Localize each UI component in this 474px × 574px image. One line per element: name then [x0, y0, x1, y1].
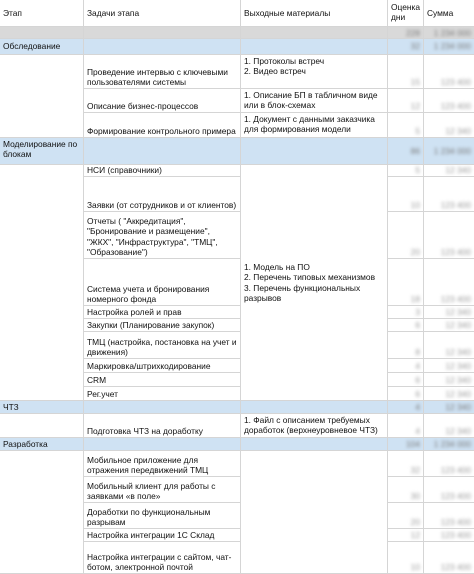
survey-row-3-task[interactable]: Формирование контрольного примера: [84, 113, 241, 138]
modeling-row-6-estimate-cell[interactable]: [388, 319, 424, 332]
modeling-row-5-estimate: 3: [415, 306, 420, 317]
dev-row-5-task[interactable]: Настройка интеграции с сайтом, чат-ботом, электронной почтой: [84, 542, 241, 574]
section-modeling-sum: 1 234 000: [433, 145, 471, 156]
chtz-stage-blank[interactable]: [0, 414, 84, 438]
section-survey-outputs[interactable]: [241, 39, 388, 55]
dev-row-2-estimate: 30: [410, 490, 420, 501]
chtz-row-1-sum: 12 340: [445, 425, 471, 436]
section-dev-sum: 1 234 000: [433, 438, 471, 449]
modeling-row-5-sum-cell[interactable]: [424, 306, 474, 319]
chtz-row-1-task[interactable]: Подготовка ЧТЗ на доработку: [84, 414, 241, 438]
chtz-row-1-estimate-cell[interactable]: [388, 414, 424, 438]
totals-sum: 1 234 000: [433, 28, 471, 38]
modeling-row-8-sum-cell[interactable]: [424, 359, 474, 373]
dev-row-1-estimate: 32: [410, 464, 420, 475]
modeling-row-8-sum: 12 340: [445, 360, 471, 371]
survey-row-2-sum: 123 400: [440, 100, 471, 111]
section-chtz-estimate: 4: [415, 401, 420, 412]
totals-estimate-cell[interactable]: [388, 27, 424, 39]
modeling-row-5-task[interactable]: Настройка ролей и прав: [84, 306, 241, 319]
modeling-row-10-sum: 12 340: [445, 388, 471, 399]
section-survey-estimate: 32: [410, 41, 420, 52]
dev-row-4-task[interactable]: Настройка интеграции 1С Склад: [84, 529, 241, 542]
modeling-row-8-task[interactable]: Маркировка/штрихкодирование: [84, 359, 241, 373]
dev-row-5-sum-cell[interactable]: [424, 542, 474, 574]
section-modeling-tasks[interactable]: [84, 138, 241, 165]
modeling-row-1-estimate: 5: [415, 165, 420, 175]
dev-row-3-task[interactable]: Доработки по функциональным разрывам: [84, 503, 241, 529]
section-modeling-estimate-cell[interactable]: [388, 138, 424, 165]
section-modeling-outputs[interactable]: [241, 138, 388, 165]
section-dev-sum-cell[interactable]: [424, 438, 474, 451]
modeling-row-6-estimate: 6: [415, 319, 420, 330]
modeling-row-4-estimate-cell[interactable]: [388, 259, 424, 306]
modeling-row-3-estimate: 20: [410, 246, 420, 257]
survey-row-1-sum: 123 400: [440, 76, 471, 87]
modeling-row-2-estimate: 10: [410, 199, 420, 210]
modeling-row-7-sum-cell[interactable]: [424, 332, 474, 359]
dev-row-3-sum-cell[interactable]: [424, 503, 474, 529]
modeling-row-3-task[interactable]: Отчеты ( "Аккредитация", "Бронирование и размещение", "ЖКХ", "Инфраструктура", "ТМЦ", "Образование"): [84, 212, 241, 259]
modeling-row-3-sum-cell[interactable]: [424, 212, 474, 259]
survey-row-3-sum-cell[interactable]: [424, 113, 474, 138]
dev-row-1-estimate-cell[interactable]: [388, 451, 424, 477]
survey-row-1-estimate: 15: [410, 76, 420, 87]
header-estimate[interactable]: Оценка дни: [388, 0, 424, 27]
section-survey-title[interactable]: Обследование: [0, 39, 84, 55]
modeling-row-8-estimate: 4: [415, 360, 420, 371]
chtz-row-1-output[interactable]: 1. Файл с описанием требуемых доработок (верхнеуровневое ЧТЗ): [241, 414, 388, 438]
chtz-row-1-sum-cell[interactable]: [424, 414, 474, 438]
modeling-row-10-sum-cell[interactable]: [424, 387, 474, 401]
section-dev-tasks[interactable]: [84, 438, 241, 451]
section-survey-sum-cell[interactable]: [424, 39, 474, 55]
modeling-row-7-estimate: 8: [415, 346, 420, 357]
section-modeling-sum-cell[interactable]: [424, 138, 474, 165]
modeling-row-6-sum: 12 340: [445, 319, 471, 330]
totals-estimate: 228: [406, 28, 420, 38]
dev-row-5-estimate-cell[interactable]: [388, 542, 424, 574]
dev-row-4-estimate: 12: [410, 529, 420, 540]
totals-tasks[interactable]: [84, 27, 241, 39]
modeling-row-2-estimate-cell[interactable]: [388, 177, 424, 212]
modeling-row-6-task[interactable]: Закупки (Планирование закупок): [84, 319, 241, 332]
dev-row-4-estimate-cell[interactable]: [388, 529, 424, 542]
section-dev-outputs[interactable]: [241, 438, 388, 451]
header-outputs[interactable]: Выходные материалы: [241, 0, 388, 27]
modeling-row-9-estimate-cell[interactable]: [388, 373, 424, 387]
dev-row-2-estimate-cell[interactable]: [388, 477, 424, 503]
modeling-row-4-sum-cell[interactable]: [424, 259, 474, 306]
section-survey-estimate-cell[interactable]: [388, 39, 424, 55]
dev-row-3-estimate: 20: [410, 516, 420, 527]
survey-row-3-sum: 12 340: [445, 125, 471, 136]
section-dev-estimate-cell[interactable]: [388, 438, 424, 451]
survey-row-2-sum-cell[interactable]: [424, 89, 474, 113]
modeling-row-2-sum: 123 400: [440, 199, 471, 210]
dev-row-1-sum-cell[interactable]: [424, 451, 474, 477]
modeling-row-3-estimate-cell[interactable]: [388, 212, 424, 259]
modeling-row-7-sum: 12 340: [445, 346, 471, 357]
modeling-row-2-sum-cell[interactable]: [424, 177, 474, 212]
survey-row-3-output[interactable]: 1. Документ с данными заказчика для формирования модели: [241, 113, 388, 138]
modeling-row-3-sum: 123 400: [440, 246, 471, 257]
modeling-row-4-estimate: 18: [410, 293, 420, 304]
survey-row-1-output[interactable]: 1. Протоколы встреч 2. Видео встреч: [241, 55, 388, 89]
dev-row-5-sum: 123 400: [440, 561, 471, 572]
dev-row-3-sum: 123 400: [440, 516, 471, 527]
modeling-row-10-estimate-cell[interactable]: [388, 387, 424, 401]
modeling-row-10-estimate: 6: [415, 388, 420, 399]
section-chtz-sum-cell[interactable]: [424, 401, 474, 414]
modeling-row-10-task[interactable]: Рег.учет: [84, 387, 241, 401]
modeling-output[interactable]: 1. Модель на ПО 2. Перечень типовых механизмов 3. Перечень функциональных разрывов: [241, 165, 388, 401]
section-chtz-tasks[interactable]: [84, 401, 241, 414]
dev-row-2-task[interactable]: Мобильный клиент для работы с заявками «в поле»: [84, 477, 241, 503]
modeling-row-4-sum: 123 400: [440, 293, 471, 304]
modeling-row-9-sum-cell[interactable]: [424, 373, 474, 387]
dev-row-1-sum: 123 400: [440, 464, 471, 475]
section-modeling-title[interactable]: Моделирование по блокам: [0, 138, 84, 165]
chtz-row-1-estimate: 4: [415, 425, 420, 436]
modeling-row-7-estimate-cell[interactable]: [388, 332, 424, 359]
section-survey-tasks[interactable]: [84, 39, 241, 55]
header-tasks[interactable]: Задачи этапа: [84, 0, 241, 27]
section-chtz-title[interactable]: ЧТЗ: [0, 401, 84, 414]
survey-row-3-estimate-cell[interactable]: [388, 113, 424, 138]
modeling-row-9-task[interactable]: CRM: [84, 373, 241, 387]
modeling-row-1-sum-cell[interactable]: [424, 165, 474, 177]
section-survey-sum: 1 234 000: [433, 41, 471, 52]
totals-outputs[interactable]: [241, 27, 388, 39]
dev-row-4-sum-cell[interactable]: [424, 529, 474, 542]
section-modeling-estimate: 86: [410, 145, 420, 156]
dev-row-3-estimate-cell[interactable]: [388, 503, 424, 529]
modeling-row-6-sum-cell[interactable]: [424, 319, 474, 332]
survey-row-1-sum-cell[interactable]: [424, 55, 474, 89]
modeling-row-1-sum: 12 340: [445, 165, 471, 175]
survey-row-3-estimate: 5: [415, 125, 420, 136]
header-stage[interactable]: Этап: [0, 0, 84, 27]
survey-row-1-task[interactable]: Проведение интервью с ключевыми пользователями системы: [84, 55, 241, 89]
dev-row-2-sum-cell[interactable]: [424, 477, 474, 503]
section-chtz-sum: 12 340: [445, 401, 471, 412]
modeling-row-5-estimate-cell[interactable]: [388, 306, 424, 319]
survey-row-2-estimate: 12: [410, 100, 420, 111]
survey-row-2-estimate-cell[interactable]: [388, 89, 424, 113]
section-chtz-outputs[interactable]: [241, 401, 388, 414]
dev-row-2-sum: 123 400: [440, 490, 471, 501]
section-dev-estimate: 104: [406, 438, 420, 449]
modeling-stage-blank[interactable]: [0, 165, 84, 401]
modeling-row-1-estimate-cell[interactable]: [388, 165, 424, 177]
survey-stage-blank[interactable]: [0, 55, 84, 138]
modeling-row-7-task[interactable]: ТМЦ (настройка, постановка на учет и движения): [84, 332, 241, 359]
modeling-row-4-task[interactable]: Система учета и бронирования номерного фонда: [84, 259, 241, 306]
section-chtz-estimate-cell[interactable]: [388, 401, 424, 414]
totals-stage[interactable]: [0, 27, 84, 39]
survey-row-2-output[interactable]: 1. Описание БП в табличном виде или в блок-схемах: [241, 89, 388, 113]
modeling-row-1-task[interactable]: НСИ (справочники): [84, 165, 241, 177]
totals-sum-cell[interactable]: [424, 27, 474, 39]
modeling-row-8-estimate-cell[interactable]: [388, 359, 424, 373]
modeling-row-9-estimate: 6: [415, 374, 420, 385]
modeling-row-2-task[interactable]: Заявки (от сотрудников и от клиентов): [84, 177, 241, 212]
dev-row-4-sum: 123 400: [440, 529, 471, 540]
modeling-row-9-sum: 12 340: [445, 374, 471, 385]
modeling-row-5-sum: 12 340: [445, 306, 471, 317]
survey-row-2-task[interactable]: Описание бизнес-процессов: [84, 89, 241, 113]
dev-output-blank[interactable]: [241, 451, 388, 574]
dev-row-1-task[interactable]: Мобильное приложение для отражения передвижений ТМЦ: [84, 451, 241, 477]
dev-stage-blank[interactable]: [0, 451, 84, 574]
dev-row-5-estimate: 10: [410, 561, 420, 572]
section-dev-title[interactable]: Разработка: [0, 438, 84, 451]
survey-row-1-estimate-cell[interactable]: [388, 55, 424, 89]
header-sum[interactable]: Сумма: [424, 0, 474, 27]
